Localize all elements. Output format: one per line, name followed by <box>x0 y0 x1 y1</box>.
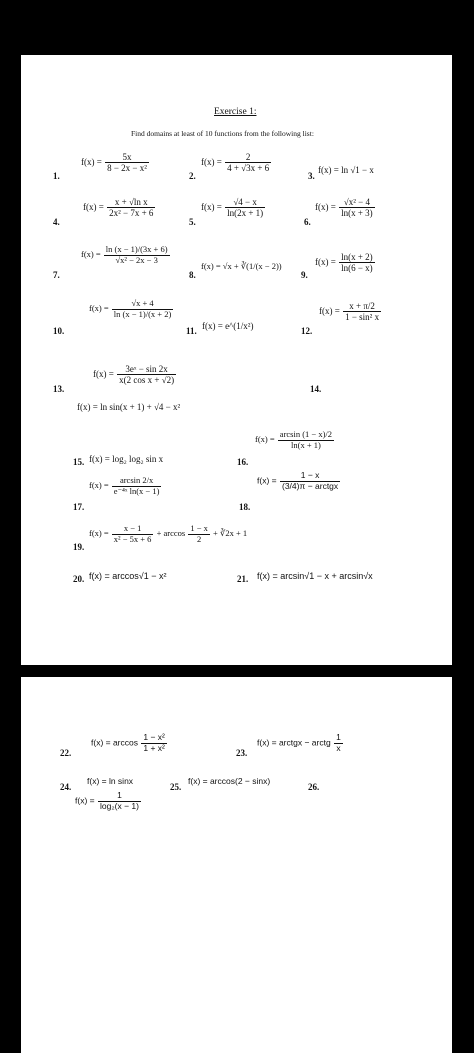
item-number: 9. <box>301 270 308 280</box>
item-number: 20. <box>73 574 85 584</box>
item-number: 5. <box>189 217 196 227</box>
item-number: 2. <box>189 171 196 181</box>
item-number: 6. <box>304 217 311 227</box>
item-number: 4. <box>53 217 60 227</box>
function-11: f(x) = e^(1/x²) <box>202 321 254 331</box>
function-5: f(x) = $\frac{√4 - x}{\ln(2x + 1)}$ <box>201 197 264 219</box>
item-number: 25. <box>170 782 182 792</box>
document-page-1 <box>21 55 452 665</box>
item-number: 3. <box>308 171 315 181</box>
item-number: 23. <box>236 748 248 758</box>
function-12: f(x) = $\frac{x + \pi/2}{\text{1 − sin² x}}$ <box>319 301 380 323</box>
item-number: 18. <box>239 502 251 512</box>
item-number: 17. <box>73 502 85 512</box>
function-25: f(x) = arccos(2 − sinx) <box>188 776 271 786</box>
function-4: f(x) = $\frac{\text{x + √ln x}}{\text{2x² − 7x + 6}}$ <box>83 197 154 219</box>
function-6: f(x) = $\frac{\text{√x² − 4}}{\ln(x + 3)}$ <box>315 197 373 219</box>
function-10: f(x) = $\frac{√x + 4}{\ln (x - 1)/(x + 2)}$ <box>89 298 172 319</box>
item-number: 19. <box>73 542 85 552</box>
item-number: 26. <box>308 782 320 792</box>
function-9: f(x) = $\frac{\ln(x + 2)}{\ln(6 - x)}$ <box>315 252 373 274</box>
item-number: 1. <box>53 171 60 181</box>
item-number: 7. <box>53 270 60 280</box>
function-13b: f(x) = ln sin(x + 1) + √4 − x² <box>77 402 181 412</box>
function-16: f(x) = $\frac{\arcsin (1 - x)/2}{\ln(x + 1)}$ <box>255 429 333 450</box>
item-number: 11. <box>186 326 197 336</box>
function-15: f(x) = log₂ log₂ sin x <box>89 454 164 464</box>
function-18: f(x) = $\frac{1 - x}{\text{(3/4)π − arctgx}}$ <box>257 470 339 491</box>
item-number: 12. <box>301 326 313 336</box>
function-19: f(x) = $\frac{x - 1}{\text{x² − 5x + 6}}$ + arccos $\frac{1 - x}{2}$ + ∛2x + 1 <box>89 523 248 544</box>
function-23: f(x) = arctgx − arctg $\frac{1}{x}$ <box>257 732 341 753</box>
instruction-text: Find domains at least of 10 functions from the following list: <box>131 129 314 138</box>
item-number: 13. <box>53 384 65 394</box>
item-number: 22. <box>60 748 72 758</box>
function-7: f(x) = $\frac{\ln (x - 1)/(3x + 6)}{\text{√x² − 2x − 3}}$ <box>81 244 168 265</box>
item-number: 10. <box>53 326 65 336</box>
function-26: f(x) = $\frac{1}{\text{log₂(x − 1)}}$ <box>75 790 139 811</box>
function-1: f(x) = $\frac{5x}{\text{8 − 2x − x²}}$ <box>81 152 147 174</box>
function-3: f(x) = ln √1 − x <box>318 165 374 175</box>
function-22: f(x) = arccos $\frac{\text{1 − x²}}{\text{1 + x²}}$ <box>91 732 165 753</box>
item-number: 16. <box>237 457 249 467</box>
item-number: 21. <box>237 574 249 584</box>
item-number: 8. <box>189 270 196 280</box>
function-13: f(x) = $\frac{\text{3eˣ − sin 2x}}{\text{x(2 cos x + √2)}}$ <box>93 364 175 386</box>
function-20: f(x) = arccos√1 − x² <box>89 571 167 581</box>
item-number: 24. <box>60 782 72 792</box>
function-17: f(x) = $\frac{\arcsin 2/x}{\text{e⁻⁴ˣ ln(x − 1)}}$ <box>89 475 160 496</box>
item-number: 15. <box>73 457 85 467</box>
function-2: f(x) = $\frac{2}{4 + √3x + 6}$ <box>201 152 270 174</box>
exercise-title: Exercise 1: <box>214 107 257 117</box>
function-8: f(x) = √x + ∛(1/(x − 2)) <box>201 261 282 271</box>
document-page-2 <box>21 677 452 1053</box>
function-21: f(x) = arcsin√1 − x + arcsin√x <box>257 571 373 581</box>
item-number: 14. <box>310 384 322 394</box>
function-24: f(x) = ln sinx <box>87 776 134 786</box>
